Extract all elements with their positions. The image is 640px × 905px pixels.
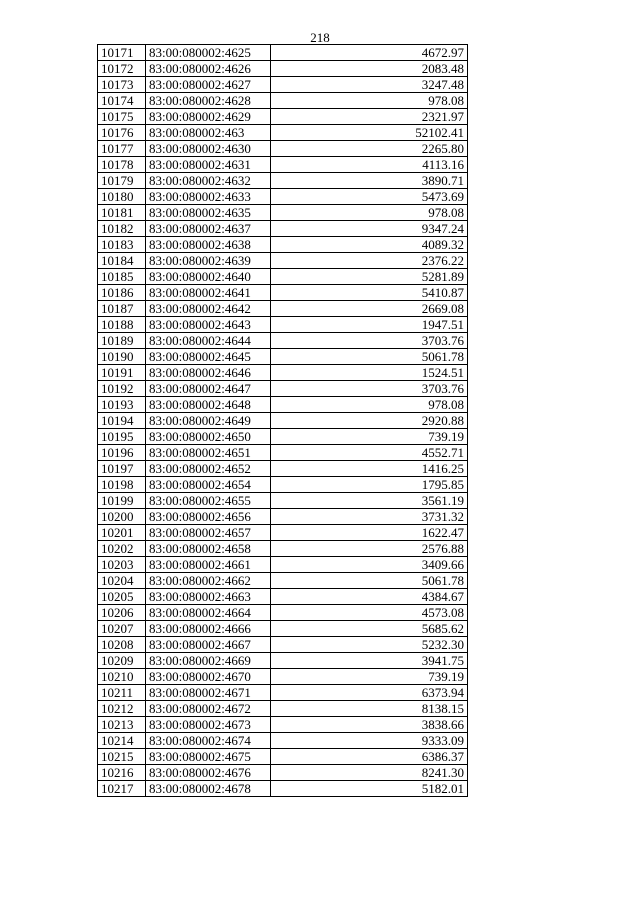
table-row — [98, 397, 468, 413]
value-cell: 978.08 — [271, 397, 468, 413]
cadastral-number-cell: 83:00:080002:4676 — [146, 765, 271, 781]
cadastral-number-cell: 83:00:080002:4632 — [146, 173, 271, 189]
cadastral-number-cell: 83:00:080002:4638 — [146, 237, 271, 253]
value-cell: 1947.51 — [271, 317, 468, 333]
value-cell: 2321.97 — [271, 109, 468, 125]
row-number-cell: 10201 — [98, 525, 146, 541]
value-cell: 3731.32 — [271, 509, 468, 525]
table-row — [98, 381, 468, 397]
table-row — [98, 589, 468, 605]
value-cell: 5061.78 — [271, 349, 468, 365]
cadastral-number-cell: 83:00:080002:4643 — [146, 317, 271, 333]
row-number-cell: 10178 — [98, 157, 146, 173]
table-row — [98, 637, 468, 653]
row-number-cell: 10172 — [98, 61, 146, 77]
cadastral-number-cell: 83:00:080002:4664 — [146, 605, 271, 621]
value-cell: 4573.08 — [271, 605, 468, 621]
cadastral-number-cell: 83:00:080002:4663 — [146, 589, 271, 605]
table-row — [98, 429, 468, 445]
cadastral-number-cell: 83:00:080002:4657 — [146, 525, 271, 541]
cadastral-number-cell: 83:00:080002:4651 — [146, 445, 271, 461]
cadastral-number-cell: 83:00:080002:4649 — [146, 413, 271, 429]
cadastral-number-cell: 83:00:080002:4670 — [146, 669, 271, 685]
value-cell: 6386.37 — [271, 749, 468, 765]
table-row — [98, 365, 468, 381]
cadastral-number-cell: 83:00:080002:4655 — [146, 493, 271, 509]
table-row — [98, 253, 468, 269]
value-cell: 739.19 — [271, 669, 468, 685]
value-cell: 5473.69 — [271, 189, 468, 205]
row-number-cell: 10192 — [98, 381, 146, 397]
row-number-cell: 10183 — [98, 237, 146, 253]
value-cell: 3247.48 — [271, 77, 468, 93]
table-row — [98, 717, 468, 733]
value-cell: 4089.32 — [271, 237, 468, 253]
table-row — [98, 669, 468, 685]
cadastral-number-cell: 83:00:080002:4633 — [146, 189, 271, 205]
value-cell: 3838.66 — [271, 717, 468, 733]
value-cell: 1622.47 — [271, 525, 468, 541]
row-number-cell: 10195 — [98, 429, 146, 445]
row-number-cell: 10181 — [98, 205, 146, 221]
table-row — [98, 605, 468, 621]
value-cell: 6373.94 — [271, 685, 468, 701]
cadastral-number-cell: 83:00:080002:4639 — [146, 253, 271, 269]
row-number-cell: 10196 — [98, 445, 146, 461]
cadastral-number-cell: 83:00:080002:4669 — [146, 653, 271, 669]
row-number-cell: 10207 — [98, 621, 146, 637]
row-number-cell: 10187 — [98, 301, 146, 317]
value-cell: 9333.09 — [271, 733, 468, 749]
row-number-cell: 10193 — [98, 397, 146, 413]
row-number-cell: 10205 — [98, 589, 146, 605]
cadastral-number-cell: 83:00:080002:4672 — [146, 701, 271, 717]
value-cell: 3409.66 — [271, 557, 468, 573]
value-cell: 52102.41 — [271, 125, 468, 141]
table-row — [98, 733, 468, 749]
table-row — [98, 493, 468, 509]
page-number: 218 — [310, 30, 330, 45]
cadastral-number-cell: 83:00:080002:4658 — [146, 541, 271, 557]
value-cell: 978.08 — [271, 205, 468, 221]
table-row — [98, 701, 468, 717]
cadastral-number-cell: 83:00:080002:4637 — [146, 221, 271, 237]
row-number-cell: 10199 — [98, 493, 146, 509]
value-cell: 4113.16 — [271, 157, 468, 173]
row-number-cell: 10212 — [98, 701, 146, 717]
table-row — [98, 557, 468, 573]
value-cell: 3890.71 — [271, 173, 468, 189]
table-row — [98, 749, 468, 765]
table-row — [98, 61, 468, 77]
row-number-cell: 10171 — [98, 45, 146, 61]
row-number-cell: 10186 — [98, 285, 146, 301]
cadastral-number-cell: 83:00:080002:4666 — [146, 621, 271, 637]
table-row — [98, 653, 468, 669]
table-row — [98, 301, 468, 317]
value-cell: 3703.76 — [271, 381, 468, 397]
row-number-cell: 10198 — [98, 477, 146, 493]
row-number-cell: 10197 — [98, 461, 146, 477]
table-row — [98, 461, 468, 477]
table-row — [98, 765, 468, 781]
cadastral-number-cell: 83:00:080002:4650 — [146, 429, 271, 445]
cadastral-number-cell: 83:00:080002:4635 — [146, 205, 271, 221]
table-row — [98, 93, 468, 109]
table-row — [98, 541, 468, 557]
table-row — [98, 317, 468, 333]
cadastral-number-cell: 83:00:080002:4667 — [146, 637, 271, 653]
table-row — [98, 109, 468, 125]
value-cell: 3561.19 — [271, 493, 468, 509]
cadastral-number-cell: 83:00:080002:4630 — [146, 141, 271, 157]
table-row — [98, 509, 468, 525]
value-cell: 1795.85 — [271, 477, 468, 493]
row-number-cell: 10194 — [98, 413, 146, 429]
cadastral-number-cell: 83:00:080002:4642 — [146, 301, 271, 317]
table-row — [98, 221, 468, 237]
cadastral-number-cell: 83:00:080002:4644 — [146, 333, 271, 349]
cadastral-number-cell: 83:00:080002:4640 — [146, 269, 271, 285]
value-cell: 2920.88 — [271, 413, 468, 429]
value-cell: 8241.30 — [271, 765, 468, 781]
data-table — [97, 44, 468, 797]
value-cell: 4552.71 — [271, 445, 468, 461]
row-number-cell: 10188 — [98, 317, 146, 333]
row-number-cell: 10217 — [98, 781, 146, 797]
row-number-cell: 10177 — [98, 141, 146, 157]
table-row — [98, 173, 468, 189]
cadastral-number-cell: 83:00:080002:4654 — [146, 477, 271, 493]
table-row — [98, 525, 468, 541]
cadastral-number-cell: 83:00:080002:463 — [146, 125, 271, 141]
row-number-cell: 10206 — [98, 605, 146, 621]
cadastral-number-cell: 83:00:080002:4625 — [146, 45, 271, 61]
table-row — [98, 237, 468, 253]
row-number-cell: 10216 — [98, 765, 146, 781]
value-cell: 1524.51 — [271, 365, 468, 381]
table-row — [98, 141, 468, 157]
cadastral-number-cell: 83:00:080002:4641 — [146, 285, 271, 301]
value-cell: 5685.62 — [271, 621, 468, 637]
cadastral-number-cell: 83:00:080002:4631 — [146, 157, 271, 173]
row-number-cell: 10210 — [98, 669, 146, 685]
table-row — [98, 189, 468, 205]
row-number-cell: 10176 — [98, 125, 146, 141]
table-row — [98, 445, 468, 461]
value-cell: 8138.15 — [271, 701, 468, 717]
value-cell: 9347.24 — [271, 221, 468, 237]
table-row — [98, 781, 468, 797]
value-cell: 5410.87 — [271, 285, 468, 301]
row-number-cell: 10179 — [98, 173, 146, 189]
cadastral-number-cell: 83:00:080002:4627 — [146, 77, 271, 93]
row-number-cell: 10185 — [98, 269, 146, 285]
table-row — [98, 269, 468, 285]
row-number-cell: 10184 — [98, 253, 146, 269]
table-row — [98, 333, 468, 349]
cadastral-number-cell: 83:00:080002:4671 — [146, 685, 271, 701]
cadastral-number-cell: 83:00:080002:4648 — [146, 397, 271, 413]
cadastral-number-cell: 83:00:080002:4628 — [146, 93, 271, 109]
row-number-cell: 10182 — [98, 221, 146, 237]
row-number-cell: 10208 — [98, 637, 146, 653]
value-cell: 4672.97 — [271, 45, 468, 61]
value-cell: 2265.80 — [271, 141, 468, 157]
row-number-cell: 10175 — [98, 109, 146, 125]
cadastral-number-cell: 83:00:080002:4661 — [146, 557, 271, 573]
row-number-cell: 10174 — [98, 93, 146, 109]
value-cell: 1416.25 — [271, 461, 468, 477]
table-row — [98, 573, 468, 589]
cadastral-number-cell: 83:00:080002:4662 — [146, 573, 271, 589]
cadastral-number-cell: 83:00:080002:4678 — [146, 781, 271, 797]
cadastral-number-cell: 83:00:080002:4656 — [146, 509, 271, 525]
row-number-cell: 10190 — [98, 349, 146, 365]
table-row — [98, 205, 468, 221]
table-row — [98, 621, 468, 637]
value-cell: 3941.75 — [271, 653, 468, 669]
cadastral-number-cell: 83:00:080002:4626 — [146, 61, 271, 77]
value-cell: 2083.48 — [271, 61, 468, 77]
table-row — [98, 349, 468, 365]
cadastral-number-cell: 83:00:080002:4629 — [146, 109, 271, 125]
value-cell: 2669.08 — [271, 301, 468, 317]
cadastral-number-cell: 83:00:080002:4674 — [146, 733, 271, 749]
cadastral-number-cell: 83:00:080002:4645 — [146, 349, 271, 365]
cadastral-number-cell: 83:00:080002:4647 — [146, 381, 271, 397]
table-row — [98, 285, 468, 301]
value-cell: 5281.89 — [271, 269, 468, 285]
row-number-cell: 10213 — [98, 717, 146, 733]
row-number-cell: 10202 — [98, 541, 146, 557]
table-row — [98, 477, 468, 493]
table-row — [98, 685, 468, 701]
value-cell: 4384.67 — [271, 589, 468, 605]
cadastral-number-cell: 83:00:080002:4675 — [146, 749, 271, 765]
value-cell: 2576.88 — [271, 541, 468, 557]
table-body — [98, 45, 468, 797]
cadastral-number-cell: 83:00:080002:4646 — [146, 365, 271, 381]
value-cell: 978.08 — [271, 93, 468, 109]
value-cell: 3703.76 — [271, 333, 468, 349]
row-number-cell: 10214 — [98, 733, 146, 749]
table-row — [98, 125, 468, 141]
row-number-cell: 10200 — [98, 509, 146, 525]
row-number-cell: 10203 — [98, 557, 146, 573]
table-row — [98, 157, 468, 173]
row-number-cell: 10211 — [98, 685, 146, 701]
table-row — [98, 77, 468, 93]
value-cell: 2376.22 — [271, 253, 468, 269]
row-number-cell: 10189 — [98, 333, 146, 349]
row-number-cell: 10180 — [98, 189, 146, 205]
table-row — [98, 45, 468, 61]
cadastral-number-cell: 83:00:080002:4673 — [146, 717, 271, 733]
value-cell: 5232.30 — [271, 637, 468, 653]
row-number-cell: 10209 — [98, 653, 146, 669]
cadastral-number-cell: 83:00:080002:4652 — [146, 461, 271, 477]
row-number-cell: 10215 — [98, 749, 146, 765]
row-number-cell: 10173 — [98, 77, 146, 93]
row-number-cell: 10204 — [98, 573, 146, 589]
value-cell: 5182.01 — [271, 781, 468, 797]
value-cell: 739.19 — [271, 429, 468, 445]
value-cell: 5061.78 — [271, 573, 468, 589]
table-row — [98, 413, 468, 429]
row-number-cell: 10191 — [98, 365, 146, 381]
